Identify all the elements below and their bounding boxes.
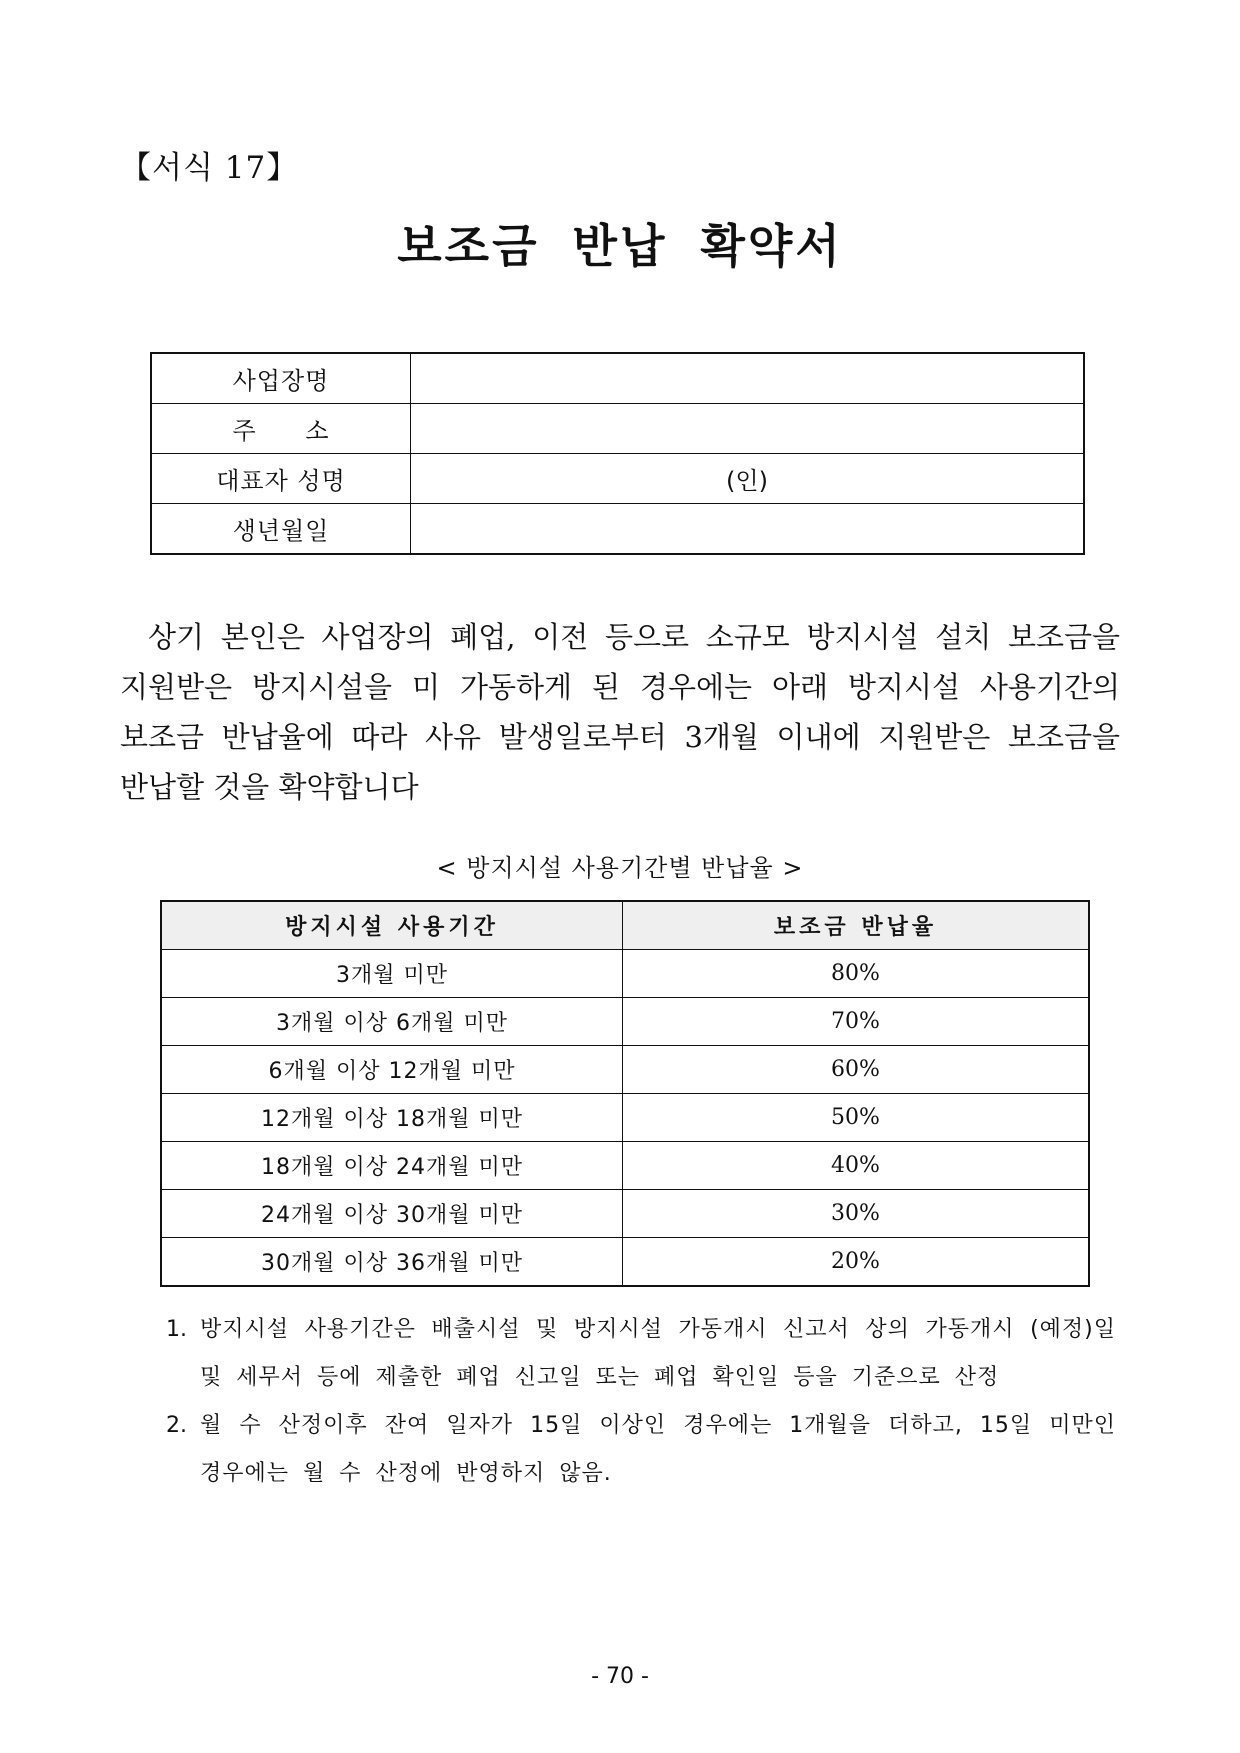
return-rate-cell: 20% xyxy=(623,1238,1090,1287)
return-rate-cell: 30% xyxy=(623,1190,1090,1238)
return-rate-cell: 60% xyxy=(623,1046,1090,1094)
table-row xyxy=(161,950,1089,998)
pledge-line-text: 보조금 반납율에 따라 사유 발생일로부터 3개월 이내에 지원받은 보조금을 xyxy=(120,720,1120,754)
note-text: 방지시설 사용기간은 배출시설 및 방지시설 가동개시 신고서 상의 가동개시 (예정)일 및 세무서 등에 제출한 폐업 신고일 또는 폐업 확인일 등을 기준으로 산정 xyxy=(200,1317,1116,1390)
pledge-line xyxy=(120,712,1120,762)
table-row xyxy=(161,1190,1089,1238)
pledge-line xyxy=(120,662,1120,712)
list-item xyxy=(166,1402,1116,1498)
pledge-line xyxy=(120,612,1120,662)
rate-table-caption: < 방지시설 사용기간별 반납율 > xyxy=(436,854,804,882)
return-rate-cell: 80% xyxy=(623,950,1090,998)
form-number-label: 【서식 17】 xyxy=(120,150,299,186)
info-value-address xyxy=(411,404,1085,454)
return-rate-cell: 50% xyxy=(623,1094,1090,1142)
info-value-birthdate xyxy=(411,504,1085,555)
return-rate-table xyxy=(160,900,1090,1287)
usage-period-cell: 3개월 이상 6개월 미만 xyxy=(161,998,623,1046)
info-value-representative-seal: (인) xyxy=(411,454,1085,504)
page-number: - 70 - xyxy=(591,1664,649,1689)
list-item xyxy=(166,1306,1116,1402)
document-title: 보조금 반납 확약서 xyxy=(397,219,843,273)
usage-period-cell: 12개월 이상 18개월 미만 xyxy=(161,1094,623,1142)
info-value-business-name xyxy=(411,353,1085,404)
pledge-paragraph xyxy=(120,612,1120,812)
table-row xyxy=(161,1094,1089,1142)
return-rate-cell: 40% xyxy=(623,1142,1090,1190)
return-rate-cell: 70% xyxy=(623,998,1090,1046)
pledge-line-text: 지원받은 방지시설을 미 가동하게 된 경우에는 아래 방지시설 사용기간의 xyxy=(120,670,1120,704)
table-row xyxy=(161,1046,1089,1094)
header-usage-period: 방지시설 사용기간 xyxy=(161,901,623,950)
usage-period-cell: 18개월 이상 24개월 미만 xyxy=(161,1142,623,1190)
info-label-representative: 대표자 성명 xyxy=(151,454,411,504)
table-row xyxy=(161,998,1089,1046)
usage-period-cell: 24개월 이상 30개월 미만 xyxy=(161,1190,623,1238)
notes-list xyxy=(166,1306,1116,1498)
header-return-rate: 보조금 반납율 xyxy=(623,901,1090,950)
info-row-birthdate xyxy=(151,504,1084,555)
pledge-line-text: 상기 본인은 사업장의 폐업, 이전 등으로 소규모 방지시설 설치 보조금을 xyxy=(148,620,1120,654)
usage-period-cell: 6개월 이상 12개월 미만 xyxy=(161,1046,623,1094)
info-label-address: 주 소 xyxy=(151,404,411,454)
usage-period-cell: 3개월 미만 xyxy=(161,950,623,998)
info-row-business-name xyxy=(151,353,1084,404)
note-number: 1. xyxy=(166,1317,187,1342)
info-row-representative xyxy=(151,454,1084,504)
info-row-address xyxy=(151,404,1084,454)
note-number: 2. xyxy=(166,1413,187,1438)
pledge-line-text: 반납할 것을 확약합니다 xyxy=(120,770,419,804)
info-label-birthdate: 생년월일 xyxy=(151,504,411,555)
table-row xyxy=(161,1238,1089,1287)
note-text: 월 수 산정이후 잔여 일자가 15일 이상인 경우에는 1개월을 더하고, 15일 미만인 경우에는 월 수 산정에 반영하지 않음. xyxy=(200,1413,1116,1486)
applicant-info-table xyxy=(150,352,1085,555)
info-label-business-name: 사업장명 xyxy=(151,353,411,404)
pledge-line xyxy=(120,762,1120,812)
table-row xyxy=(161,1142,1089,1190)
rate-table-header-row xyxy=(161,901,1089,950)
usage-period-cell: 30개월 이상 36개월 미만 xyxy=(161,1238,623,1287)
